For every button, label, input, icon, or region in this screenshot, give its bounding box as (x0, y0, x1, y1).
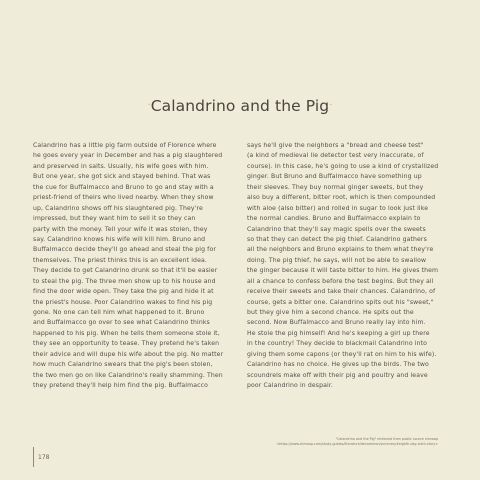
title-ornament-right: · (329, 100, 333, 111)
text-line: receive their sweets and take their chances. Calandrino, of (247, 288, 436, 296)
text-line: impressed, but they want him to sell it so they can (33, 215, 196, 223)
text-line: they pretend they'll help him find the pig. Buffalmacco (33, 382, 208, 390)
text-line: course, gets a bitter one. Calandrino spits out his "sweet," (247, 298, 434, 306)
text-line: Calandrino that they'll say magic spells over the sweets (247, 225, 426, 233)
text-line: priest-friend of theirs who lived nearby. When they show (33, 194, 214, 202)
text-line: also buy a different, bitter root, which is then compounded (247, 194, 436, 202)
left-column (33, 141, 240, 392)
text-line: course). In this case, he's going to use a kind of crystallized (247, 162, 439, 170)
text-line: he goes every year in December and has a pig slaughtered (33, 152, 223, 160)
title-ornament-left: · (147, 100, 151, 111)
text-line: doing. The pig thief, he says, will not be able to swallow (247, 256, 427, 264)
text-line: to steal the pig. The three men show up to his house and (33, 277, 216, 285)
text-line: all the neighbors and Bruno explains to them what they're (247, 246, 434, 254)
text-line: in the country! They decide to blackmail Calandrino into (247, 340, 428, 348)
text-line: themselves. The priest thinks this is an excellent idea. (33, 256, 207, 264)
text-line: Calandrino has no choice. He gives up the birds. The two (247, 361, 429, 369)
text-line: and Buffalmacco go over to see what Calandrino thinks (33, 319, 210, 327)
text-line: the cue for Buffalmacco and Bruno to go and stay with a (33, 183, 214, 191)
text-line: Calandrino has a little pig farm outside of Florence where (33, 142, 217, 149)
text-line: party with the money. Tell your wife it was stolen, they (33, 225, 208, 233)
page-number: 178 (38, 454, 50, 461)
page-number-rule (33, 447, 34, 467)
text-line: their advice and will dupe his wife about the pig. No matter (33, 350, 224, 358)
text-line: But one year, she got sick and stayed behind. That was (33, 173, 211, 181)
text-line: their sleeves. They buy normal ginger sweets, but they (247, 183, 424, 191)
text-line: the normal candies. Bruno and Buffalmacco explain to (247, 215, 421, 223)
text-line: the priest's house. Poor Calandrino wakes to find his pig (33, 298, 213, 306)
text-line: second. Now Buffalmacco and Bruno really lay into him. (247, 319, 426, 327)
text-line: and preserved in salts. Usually, his wife goes with him. (33, 162, 209, 170)
text-line: giving them some capons (or they'll rat on him to his wife). (247, 350, 437, 358)
footnote-link[interactable]: <https://www.shmoop.com/study-guides/literature/decameron/summary#eighth-day-sixth-story> (276, 442, 438, 446)
text-line: happened to his pig. When he tells them someone stole it, (33, 329, 220, 337)
text-line: says he'll give the neighbors a "bread and cheese test" (247, 142, 424, 149)
text-line: find the door wide open. They take the pig and hide it at (33, 288, 214, 296)
footnote-line: "Calandrino and the Pig" retrieved from public source shmoop (335, 437, 438, 441)
text-line: all a chance to confess before the test begins. But they all (247, 277, 434, 285)
text-line: so that they can detect the pig thief. Calandrino gathers (247, 235, 427, 243)
text-line: Buffalmacco decide they'll go ahead and steal the pig for (33, 246, 216, 254)
text-line: but they give him a second chance. He spits out the (247, 309, 414, 316)
text-line: gone. No one can tell him what happened to it. Bruno (33, 309, 205, 316)
text-line: how much Calandrino swears that the pig's been stolen, (33, 361, 213, 369)
text-line: the ginger because it will taste bitter to him. He gives them (247, 267, 439, 275)
text-line: ginger. But Bruno and Buffalmacco have something up (247, 173, 422, 181)
text-line: (a kind of medieval lie detector test very inaccurate, of (247, 152, 424, 160)
text-line: say. Calandrino knows his wife will kill him. Bruno and (33, 235, 206, 243)
right-column (247, 141, 454, 392)
text-line: scoundrels make off with their pig and poultry and leave (247, 371, 428, 379)
story-title (0, 97, 480, 115)
text-line: poor Calandrino in despair. (247, 382, 333, 390)
text-line: with aloe (also bitter) and rolled in sugar to look just like (247, 204, 429, 212)
text-line: up, Calandrino shows off his slaughtered pig. They're (33, 204, 203, 212)
text-line: the two men go on like Calandrino's really shamming. Then (33, 371, 223, 379)
text-line: they see an opportunity to tease. They pretend he's taken (33, 340, 220, 348)
text-line: He stole the pig himself! And he's keeping a girl up there (247, 329, 430, 337)
title-text: Calandrino and the Pig (150, 97, 330, 115)
source-footnote (218, 437, 438, 447)
text-line: They decide to get Calandrino drunk so that it'll be easier (33, 267, 218, 275)
